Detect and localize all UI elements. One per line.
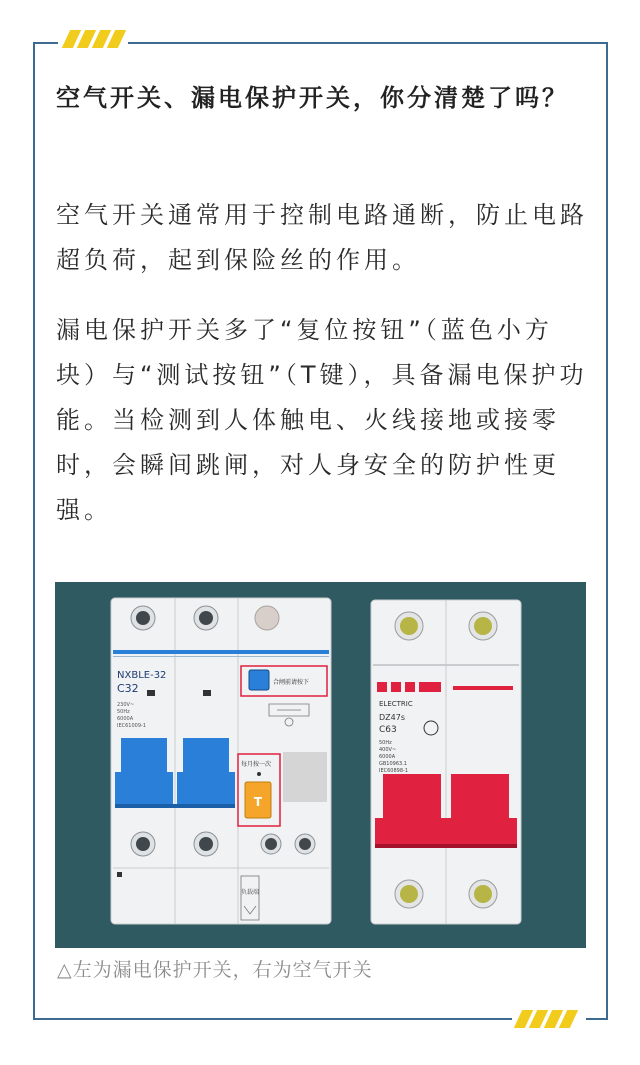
top-stripe-decoration	[66, 30, 122, 48]
air-switch-illustration	[371, 600, 521, 924]
right-spec3-text: 6000A	[379, 754, 396, 760]
svg-text:IEC61009-1: IEC61009-1	[117, 723, 147, 729]
load-label-text: 负载端	[240, 889, 260, 896]
right-model-text: DZ47s	[379, 713, 405, 722]
left-model-text: NXBLE-32	[117, 670, 167, 681]
breaker-photo	[55, 582, 586, 948]
svg-text:50Hz: 50Hz	[117, 709, 130, 715]
article-title: 空气开关、漏电保护开关，你分清楚了吗？	[56, 84, 569, 112]
right-spec2-text: 400V~	[379, 747, 397, 753]
reset-label-text: 合闸前请按下	[273, 679, 310, 686]
photo-caption: △左为漏电保护开关，右为空气开关	[57, 959, 373, 981]
right-spec4-text: GB10963.1	[379, 761, 407, 767]
leakage-switch-illustration	[111, 598, 331, 924]
right-brand-text: ELECTRIC	[379, 700, 413, 708]
right-spec5-text: IEC60898-1	[379, 768, 409, 774]
right-spec1-text: 50Hz	[379, 740, 392, 746]
svg-text:230V~: 230V~	[117, 702, 135, 708]
left-rating-text: C32	[117, 682, 139, 695]
test-label-text: 每月按一次	[241, 761, 272, 768]
svg-text:6000A: 6000A	[117, 716, 134, 722]
bottom-stripe-decoration	[518, 1010, 574, 1028]
paragraph-leakage-switch: 漏电保护开关多了“复位按钮”（蓝色小方块）与“测试按钮”（T键），具备漏电保护功能。当检测到人体触电、火线接地或接零时，会瞬间跳闸，对人身安全的防护性更强。	[56, 316, 588, 524]
paragraph-air-switch: 空气开关通常用于控制电路通断，防止电路超负荷，起到保险丝的作用。	[56, 201, 588, 274]
test-key-text: T	[253, 795, 263, 809]
right-rating-text: C63	[379, 725, 397, 735]
